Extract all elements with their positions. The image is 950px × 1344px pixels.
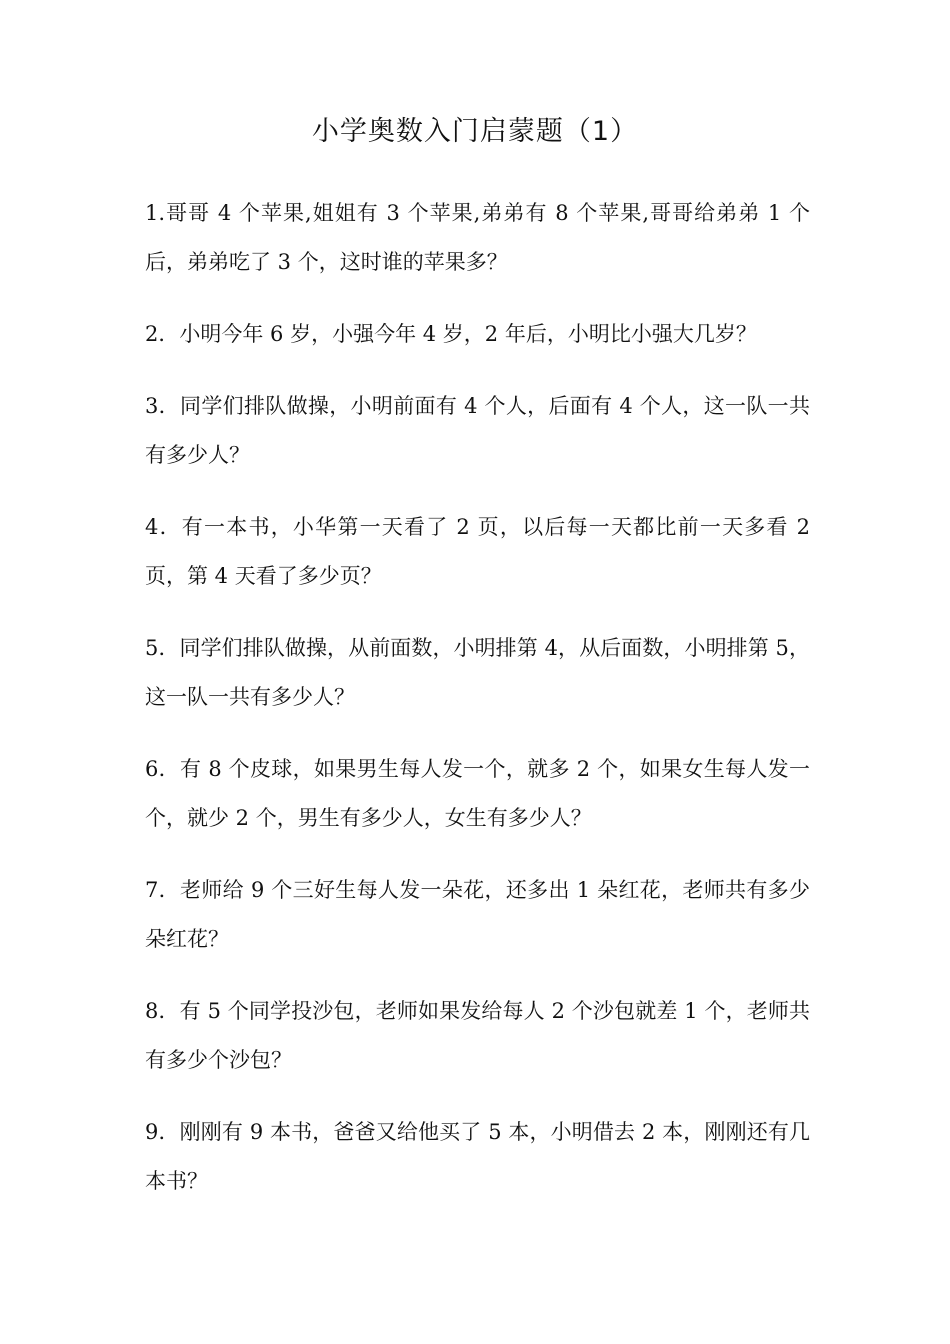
- question-6: 6．有 8 个皮球，如果男生每人发一个，就多 2 个，如果女生每人发一个，就少 2 个，男生有多少人，女生有多少人？: [145, 757, 810, 830]
- question-7: 7．老师给 9 个三好生每人发一朵花，还多出 1 朵红花，老师共有多少朵红花？: [145, 878, 810, 951]
- question-3: 3．同学们排队做操，小明前面有 4 个人，后面有 4 个人，这一队一共有多少人？: [145, 394, 810, 467]
- document-title: 小学奥数入门启蒙题（1）: [311, 116, 639, 147]
- question-5: 5．同学们排队做操，从前面数，小明排第 4，从后面数，小明排第 5，这一队一共有多少人？: [145, 636, 810, 709]
- question-list: [145, 189, 810, 1229]
- question-2: 2．小明今年 6 岁，小强今年 4 岁，2 年后，小明比小强大几岁？: [145, 322, 757, 346]
- question-9: 9．刚刚有 9 本书，爸爸又给他买了 5 本，小明借去 2 本，刚刚还有几本书？: [145, 1120, 810, 1193]
- question-4: 4．有一本书，小华第一天看了 2 页，以后每一天都比前一天多看 2 页，第 4 天看了多少页？: [145, 515, 810, 588]
- question-1: 1.哥哥 4 个苹果,姐姐有 3 个苹果,弟弟有 8 个苹果,哥哥给弟弟 1 个后，弟弟吃了 3 个，这时谁的苹果多？: [145, 201, 810, 274]
- question-8: 8．有 5 个同学投沙包，老师如果发给每人 2 个沙包就差 1 个，老师共有多少个沙包？: [145, 999, 810, 1072]
